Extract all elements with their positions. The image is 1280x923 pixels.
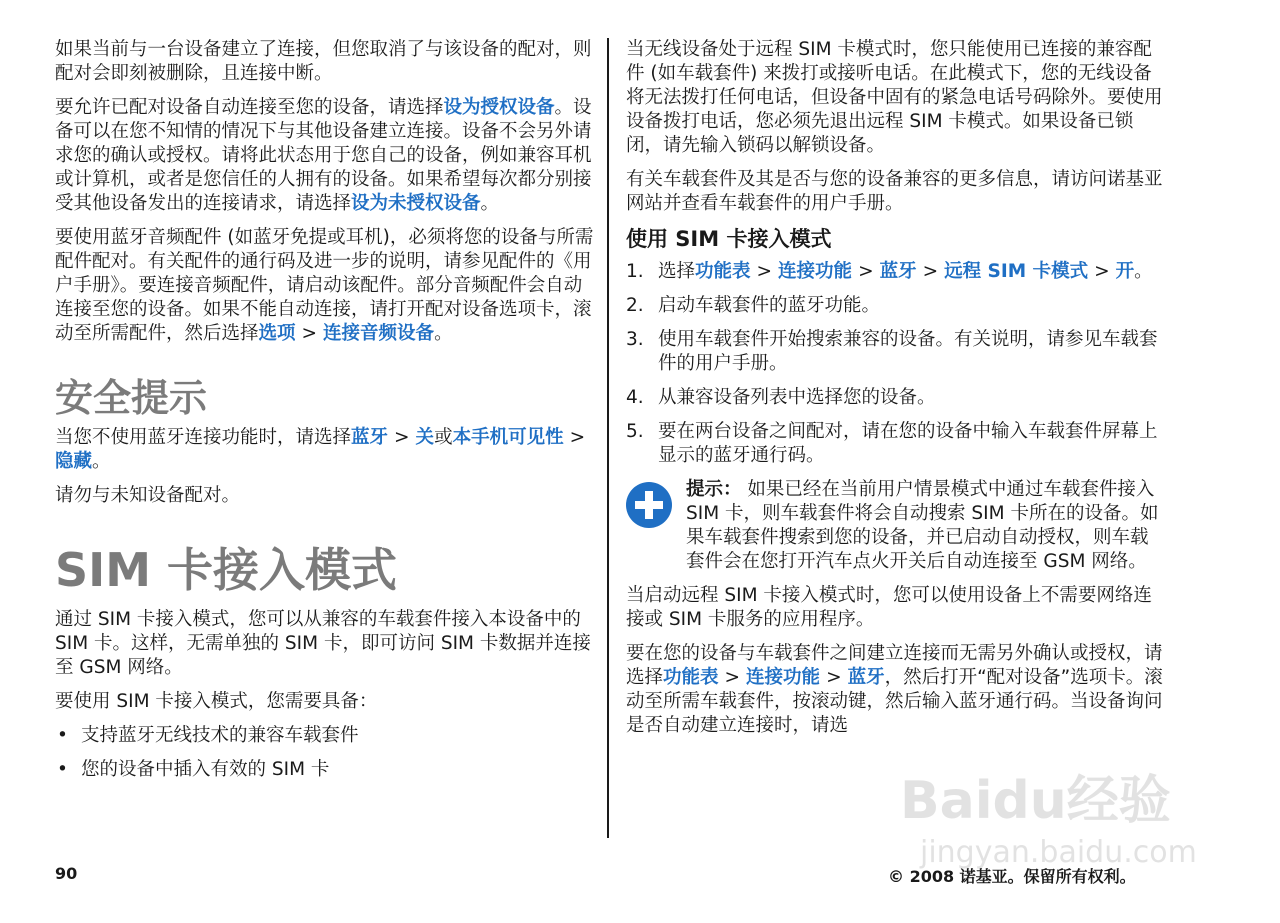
column-divider	[607, 38, 609, 838]
paragraph-sim-intro: 通过 SIM 卡接入模式，您可以从兼容的车载套件接入本设备中的 SIM 卡。这样，无需单独的 SIM 卡，即可访问 SIM 卡数据并连接至 GSM 网络。	[55, 609, 591, 678]
bullet-icon: •	[57, 759, 68, 780]
copyright-notice: © 2008 诺基亚。保留所有权利。	[888, 867, 1136, 886]
link-bluetooth[interactable]: 蓝牙	[847, 667, 885, 688]
list-item: • 支持蓝牙无线技术的兼容车载套件	[57, 725, 359, 746]
menu-separator: >	[394, 427, 410, 448]
watermark-brand: Baidu经验	[900, 771, 1171, 831]
heading-sim-access-mode: SIM 卡接入模式	[55, 543, 398, 597]
link-remote-sim-mode[interactable]: 远程 SIM 卡模式	[944, 261, 1089, 282]
paragraph-sim-requirements: 要使用 SIM 卡接入模式，您需要具备：	[55, 691, 378, 712]
paragraph-safety: 当您不使用蓝牙连接功能时，请选择蓝牙 > 关或本手机可见性 >隐藏。	[55, 427, 586, 472]
steps-list	[626, 260, 1166, 468]
menu-separator: >	[858, 261, 874, 282]
heading-use-sim-access: 使用 SIM 卡接入模式	[626, 227, 832, 251]
baidu-watermark	[880, 760, 1210, 880]
menu-separator: >	[756, 261, 773, 282]
menu-separator: >	[569, 427, 586, 448]
link-set-unauthorized[interactable]: 设为未授权设备	[351, 193, 481, 214]
heading-safety-tips: 安全提示	[55, 376, 208, 420]
paragraph-no-unknown-pairing: 请勿与未知设备配对。	[55, 485, 241, 506]
right-column	[626, 38, 1166, 748]
list-item: • 您的设备中插入有效的 SIM 卡	[57, 759, 330, 780]
paragraph-auto-connect: 要在您的设备与车载套件之间建立连接而无需另外确认或授权，请选择功能表 > 连接功能 > 蓝牙，然后打开“配对设备”选项卡。滚动至所需车载套件，按滚动键，然后输入蓝牙通行码。当设备询问是否自动建立连接时，请选	[626, 643, 1163, 736]
link-set-authorized[interactable]: 设为授权设备	[443, 97, 555, 118]
link-connectivity[interactable]: 连接功能	[778, 261, 853, 282]
step-item: 5. 要在两台设备之间配对，请在您的设备中输入车载套件屏幕上显示的蓝牙通行码。	[626, 421, 1158, 466]
step-item: 3. 使用车载套件开始搜索兼容的设备。有关说明，请参见车载套件的用户手册。	[626, 329, 1158, 374]
paragraph-car-kit-info: 有关车载套件及其是否与您的设备兼容的更多信息，请访问诺基亚网站并查看车载套件的用户手册。	[626, 169, 1163, 214]
menu-separator: >	[826, 667, 842, 688]
link-menu[interactable]: 功能表	[695, 261, 751, 282]
page-number: 90	[55, 864, 78, 883]
paragraph-remote-sim: 当无线设备处于远程 SIM 卡模式时，您只能使用已连接的兼容配件 (如车载套件) 来拨打或接听电话。在此模式下，您的无线设备将无法拨打任何电话，但设备中固有的紧急电话号码除外。要使用设备拨打电话，您必须先退出远程 SIM 卡模式。如果设备已锁闭，请先输入锁码以解锁设备。	[626, 39, 1163, 156]
watermark-url: jingyan.baidu.com	[920, 835, 1197, 870]
link-connect-audio-device[interactable]: 连接音频设备	[323, 323, 435, 344]
link-bluetooth[interactable]: 蓝牙	[879, 261, 917, 282]
step-item: 1. 选择功能表 > 连接功能 > 蓝牙 > 远程 SIM 卡模式 > 开。	[626, 261, 1153, 282]
paragraph-audio-accessory: 要使用蓝牙音频配件 (如蓝牙免提或耳机)，必须将您的设备与所需配件配对。有关配件的通行码及进一步的说明，请参见配件的《用户手册》。要连接音频配件，请启动该配件。部分音频配件会自动连接至您的设备。如果不能自动连接，请打开配对设备选项卡，滚动至所需配件，然后选择选项 > 连接音频设备。	[55, 227, 594, 344]
paragraph-authorize: 要允许已配对设备自动连接至您的设备，请选择设为授权设备。设备可以在您不知情的情况下与其他设备建立连接。设备不会另外请求您的确认或授权。请将此状态用于您自己的设备，例如兼容耳机或计算机，或者是您信任的人拥有的设备。如果希望每次都分别接受其他设备发出的连接请求，请选择设为未授权设备。	[55, 97, 592, 214]
step-item: 4. 从兼容设备列表中选择您的设备。	[626, 387, 936, 408]
tip-label: 提示：	[686, 479, 742, 500]
menu-separator: >	[724, 667, 741, 688]
bullet-icon: •	[57, 725, 68, 746]
link-on[interactable]: 开	[1115, 261, 1135, 282]
left-column	[55, 38, 595, 792]
link-menu[interactable]: 功能表	[663, 667, 719, 688]
link-off[interactable]: 关	[415, 427, 435, 448]
link-connectivity[interactable]: 连接功能	[746, 667, 821, 688]
plus-circle-icon	[626, 482, 672, 528]
menu-separator: >	[922, 261, 939, 282]
tip-text: 提示： 如果已经在当前用户情景模式中通过车载套件接入 SIM 卡，则车载套件将会自动搜索 SIM 卡所在的设备。如果车载套件搜索到您的设备，并已启动自动授权，则车载套件会在您打开汽车点火开关后自动连接至 GSM 网络。	[686, 479, 1159, 572]
paragraph-remote-apps: 当启动远程 SIM 卡接入模式时，您可以使用设备上不需要网络连接或 SIM 卡服务的应用程序。	[626, 585, 1152, 630]
step-item: 2. 启动车载套件的蓝牙功能。	[626, 295, 881, 316]
menu-separator: >	[1094, 261, 1110, 282]
link-bluetooth[interactable]: 蓝牙	[351, 427, 389, 448]
paragraph-unpair: 如果当前与一台设备建立了连接，但您取消了与该设备的配对，则配对会即刻被删除，且连接中断。	[55, 39, 592, 84]
link-options[interactable]: 选项	[258, 323, 296, 344]
link-phone-visibility[interactable]: 本手机可见性	[452, 427, 564, 448]
requirements-list	[55, 724, 595, 782]
link-hidden[interactable]: 隐藏	[55, 451, 93, 472]
tip-box	[626, 478, 1166, 574]
menu-separator: >	[301, 323, 318, 344]
